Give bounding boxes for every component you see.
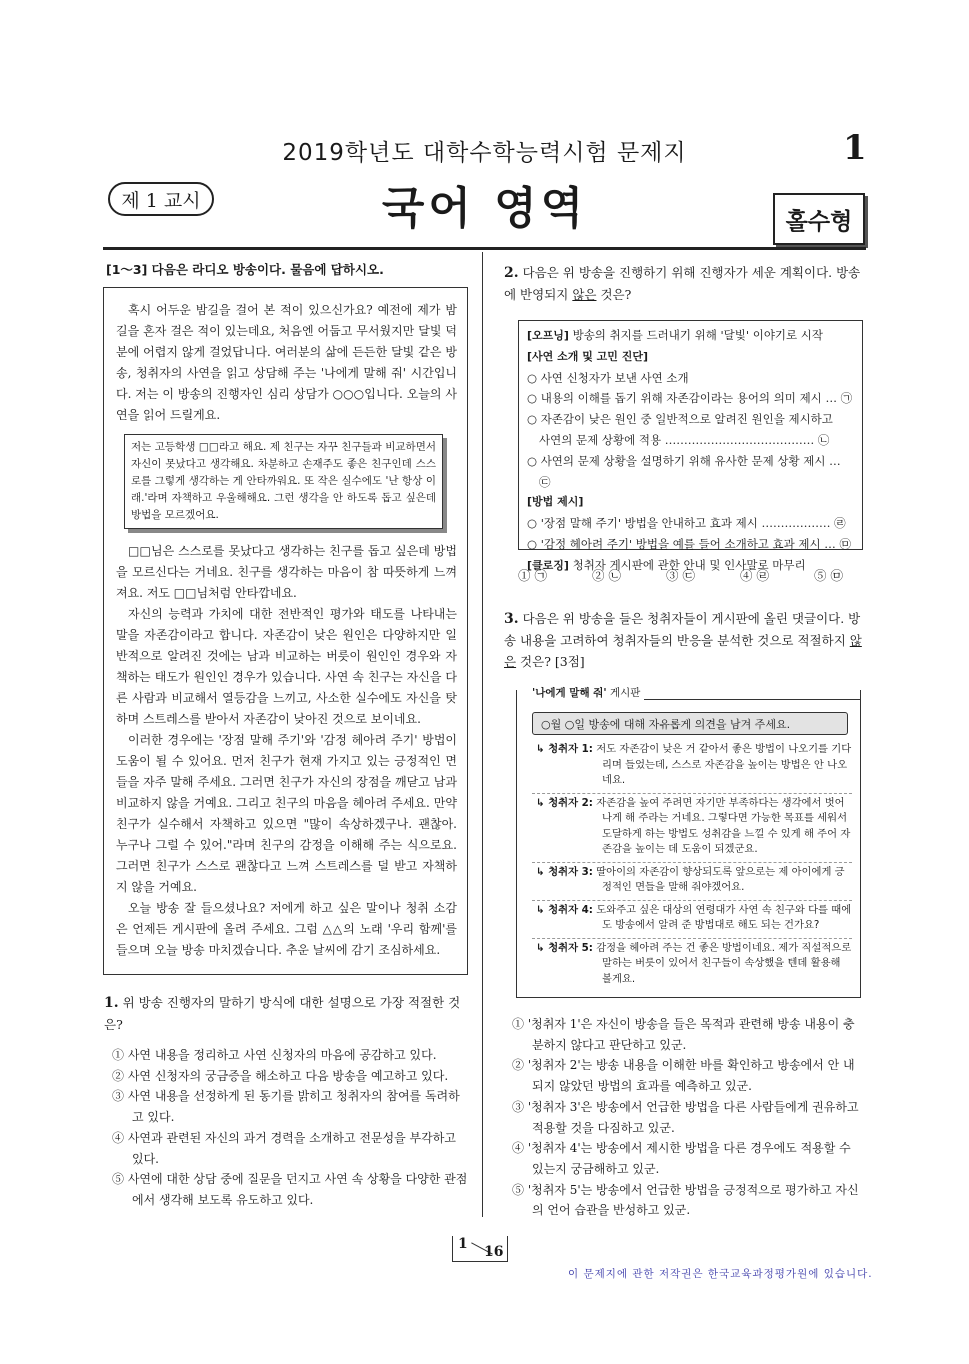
answer-option[interactable]: ④ '청취자 4'는 방송에서 제시한 방법을 다른 경우에도 적용할 수 있는지 궁금해하고 있군.: [512, 1141, 851, 1176]
board-header-rule: [640, 699, 861, 700]
answer-option[interactable]: ⑤ 사연에 대한 상담 중에 질문을 던지고 사연 속 상황을 다양한 관점에서 생각해 보도록 유도하고 있다.: [112, 1172, 468, 1207]
passage-box: [103, 287, 468, 975]
commenter: ↳ 청취자 2:: [536, 796, 593, 809]
answer-option[interactable]: ② 사연 신청자의 궁금증을 해소하고 다음 방송을 예고하고 있다.: [112, 1068, 449, 1083]
comment-text: 도와주고 싶은 대상의 연령대가 사연 속 친구와 다를 때에도 방송에서 알려 준 방법대로 해도 되는 건가요?: [596, 903, 852, 931]
question-2: [504, 262, 866, 305]
exam-title: 2019학년도 대학수학능력시험 문제지: [282, 140, 687, 166]
question-number: 2.: [504, 265, 519, 281]
comment-text: 저도 자존감이 낮은 거 같아서 좋은 방법이 나오기를 기다리며 들었는데, 스스로 자존감을 높이는 방법은 안 나오네요.: [596, 743, 852, 786]
commenter: ↳ 청취자 5:: [536, 941, 593, 954]
total-pages: 16: [484, 1244, 504, 1260]
passage-paragraph: 오늘 방송 잘 들으셨나요? 저에게 하고 싶은 말이나 청취 소감은 언제든 게시판에 올려 주세요. 그럼 △△의 노래 '우리 함께'를 들으며 오늘 방송 마치겠습니다. 추운 날씨에 감기 조심하세요.: [116, 901, 457, 957]
answer-option[interactable]: ⑤ ㉤: [814, 568, 843, 583]
plan-item: ○ '장점 말해 주기' 방법을 안내하고 효과 제시 ……………… ㉣: [527, 516, 846, 531]
comment-text: 자존감을 높여 주려면 자기만 부족하다는 생각에서 벗어나게 해 주라는 거네요. 그렇다면 가능한 목표를 세워서 도달하게 하는 방법도 성취감을 느낄 수 있게 해 주어 자존감을 높이는 데 도움이 되겠군요.: [596, 796, 851, 855]
answer-option[interactable]: ① ㉠: [518, 568, 547, 583]
plan-item: 사연의 문제 상황에 적용 ………………………………… ㉡: [539, 432, 830, 447]
subject-title: 국어 영역: [381, 183, 588, 234]
passage-paragraph: 이러한 경우에는 '장점 말해 주기'와 '감정 헤아려 주기' 방법이 도움이 될 수 있어요. 먼저 친구가 현재 가지고 있는 긍정적인 면들을 자주 말해 주세요. 그러면 친구가 자신의 장점을 깨닫고 남과 비교하지 않을 거예요. 그리고 친구의 마음을 헤아려 주세요. 만약 친구가 실수해서 자책하고 있으면 "많이 속상하겠구나. 괜찮아. 누구나 그럴 수 있어."라며 친구의 감정을 이해해 주는 식으로요. 그러면 친구가 스스로 괜찮다고 느껴 스트레스를 덜 받고 자책하지 않을 거예요.: [116, 733, 457, 894]
instruction: [1～3] 다음은 라디오 방송이다. 물음에 답하시오.: [106, 262, 384, 277]
question-stem-emphasis: 않은: [504, 633, 862, 669]
column-divider: [482, 252, 483, 1217]
passage-paragraph: □□님은 스스로를 못났다고 생각하는 친구를 돕고 싶은데 방법을 모르신다는 거네요. 친구를 생각하는 마음이 참 따뜻하게 느껴져요. 저도 □□님처럼 안타깝네요.: [116, 544, 457, 600]
passage-paragraph: 자신의 능력과 가치에 대한 전반적인 평가와 태도를 나타내는 말을 자존감이라고 합니다. 자존감이 낮은 원인은 다양하지만 일반적으로 알려진 것에는 남과 비교하는 버릇이 원인인 경우와 자책하는 태도가 원인인 경우가 있습니다. 사연 속 친구는 자신을 다른 사람과 비교해서 열등감을 느끼고, 사소한 실수에도 자신을 탓하며 스트레스를 받아서 자존감이 낮아진 것으로 보이네요.: [116, 607, 457, 726]
question-2-options: [518, 566, 863, 584]
question-stem: 다음은 위 방송을 들은 청취자들이 게시판에 올린 댓글이다. 방송 내용을 고려하여 청취자들의 반응을 분석한 것으로 적절하지: [504, 611, 861, 648]
copyright-notice: 이 문제지에 관한 저작권은 한국교육과정평가원에 있습니다.: [568, 1268, 873, 1280]
commenter: ↳ 청취자 3:: [536, 865, 593, 878]
comment-item: [532, 740, 852, 794]
answer-option[interactable]: ④ 사연과 관련된 자신의 과거 경력을 소개하고 전문성을 부각하고 있다.: [112, 1130, 456, 1166]
question-stem: 다음은 위 방송을 진행하기 위해 진행자가 세운 계획이다. 방송에 반영되지: [504, 265, 861, 302]
answer-option[interactable]: ① 사연 내용을 정리하고 사연 신청자의 마음에 공감하고 있다.: [112, 1048, 437, 1062]
comment-list: [532, 740, 852, 991]
answer-option[interactable]: ③ '청취자 3'은 방송에서 언급한 방법을 다른 사람들에게 권유하고 적용할 것을 다짐하고 있군.: [512, 1099, 859, 1135]
comment-item: [532, 901, 852, 939]
comment-item: [532, 863, 852, 901]
plan-item: ○ 내용의 이해를 돕기 위해 자존감이라는 용어의 의미 제시 … ㉠: [527, 391, 853, 406]
board-prompt: ○월 ○일 방송에 대해 자유롭게 의견을 남겨 주세요.: [532, 712, 848, 735]
question-3: [504, 608, 866, 672]
commenter: ↳ 청취자 4:: [536, 903, 593, 916]
page-number: 1: [843, 128, 867, 168]
answer-option[interactable]: ④ ㉣: [740, 568, 769, 583]
question-1-options: [112, 1045, 468, 1211]
current-page: 1: [458, 1236, 468, 1252]
comment-text: 딸아이의 자존감이 향상되도록 앞으로는 제 아이에게 긍정적인 면들을 말해 줘야겠어요.: [596, 865, 845, 893]
plan-item: ○ '감정 헤아려 주기' 방법을 예를 들어 소개하고 효과 제시 … ㉤: [527, 536, 851, 551]
question-3-options: [512, 1014, 864, 1221]
commenter: ↳ 청취자 1:: [536, 743, 593, 755]
comment-text: 감정을 헤아려 주는 건 좋은 방법이네요. 제가 직설적으로 말하는 버릇이 있어서 친구들이 속상했을 텐데 활용해 볼게요.: [596, 941, 852, 985]
answer-option[interactable]: ① '청취자 1'은 자신이 방송을 들은 목적과 관련해 방송 내용이 충분하지 않다고 판단하고 있군.: [512, 1017, 855, 1052]
plan-heading: [클로징]: [527, 558, 569, 572]
exam-type-badge: 홀수형: [773, 193, 865, 245]
question-stem: 위 방송 진행자의 말하기 방식에 대한 설명으로 가장 적절한 것은?: [104, 995, 461, 1032]
plan-heading: [오프닝]: [527, 329, 569, 342]
answer-option[interactable]: ② ㉡: [592, 568, 621, 583]
answer-option[interactable]: ③ ㉢: [666, 568, 695, 583]
plan-item: ○ 사연 신청자가 보낸 사연 소개: [527, 370, 689, 385]
plan-item: ○ 자존감이 낮은 원인 중 일반적으로 알려진 원인을 제시하고: [527, 412, 833, 427]
board-title: [528, 685, 644, 700]
question-number: 1.: [104, 995, 119, 1011]
session-badge: 제 1 교시: [108, 182, 214, 216]
question-stem-emphasis: 않은: [572, 287, 597, 302]
question-stem-end: 것은?: [596, 287, 632, 302]
plan-item: 방송의 취지를 드러내기 위해 '달빛' 이야기로 시작: [568, 328, 824, 342]
question-number: 3.: [504, 611, 519, 627]
answer-option[interactable]: ③ 사연 내용을 선정하게 된 동기를 밝히고 청취자의 참여를 독려하고 있다.: [112, 1089, 460, 1125]
listener-letter: 저는 고등학생 □□라고 해요. 제 친구는 자꾸 친구들과 비교하면서 자신이 못났다고 생각해요. 차분하고 손재주도 좋은 친구인데 스스로를 그렇게 생각하는 게 안타까워요. 또 작은 실수에도 '난 항상 이래.'라며 자책하고 우울해해요. 그런 생각을 안 하도록 돕고 싶은데 방법을 모르겠어요.: [124, 434, 443, 529]
header-divider: [103, 247, 866, 250]
passage-paragraph: 혹시 어두운 밤길을 걸어 본 적이 있으신가요? 예전에 제가 밤길을 혼자 걸은 적이 있는데요, 처음엔 어둡고 무서웠지만 달빛 덕분에 어렵지 않게 걸었답니다. 여러분의 삶에 든든한 달빛 같은 방송, 청취자의 사연을 읽고 상담해 주는 '나에게 말해 줘' 시간입니다. 저는 이 방송의 진행자인 심리 상담가 ○○○입니다. 오늘의 사연을 읽어 드릴게요.: [116, 303, 457, 422]
board-name: '나에게 말해 줘': [532, 687, 607, 699]
plan-heading: [방법 제시]: [527, 495, 584, 509]
question-stem-end: 것은? [3점]: [516, 654, 585, 669]
comment-item: [532, 794, 852, 863]
comment-item: [532, 939, 852, 992]
plan-item: ○ 사연의 문제 상황을 설명하기 위해 유사한 문제 상황 제시 … ㉢: [527, 453, 841, 489]
broadcast-plan-box: [518, 320, 863, 572]
plan-item: 청취자 게시판에 관한 안내 및 인사말로 마무리: [568, 557, 806, 572]
answer-option[interactable]: ② '청취자 2'는 방송 내용을 이해한 바를 확인하고 방송에서 안 내되지 않았던 방법의 효과를 예측하고 있군.: [512, 1058, 855, 1094]
board-suffix: 게시판: [606, 687, 641, 699]
question-1: [104, 992, 468, 1035]
answer-option[interactable]: ⑤ '청취자 5'는 방송에서 언급한 방법을 긍정적으로 평가하고 자신의 언어 습관을 반성하고 있군.: [512, 1182, 859, 1218]
page-indicator: [452, 1236, 508, 1262]
plan-heading: [사연 소개 및 고민 진단]: [527, 349, 649, 363]
